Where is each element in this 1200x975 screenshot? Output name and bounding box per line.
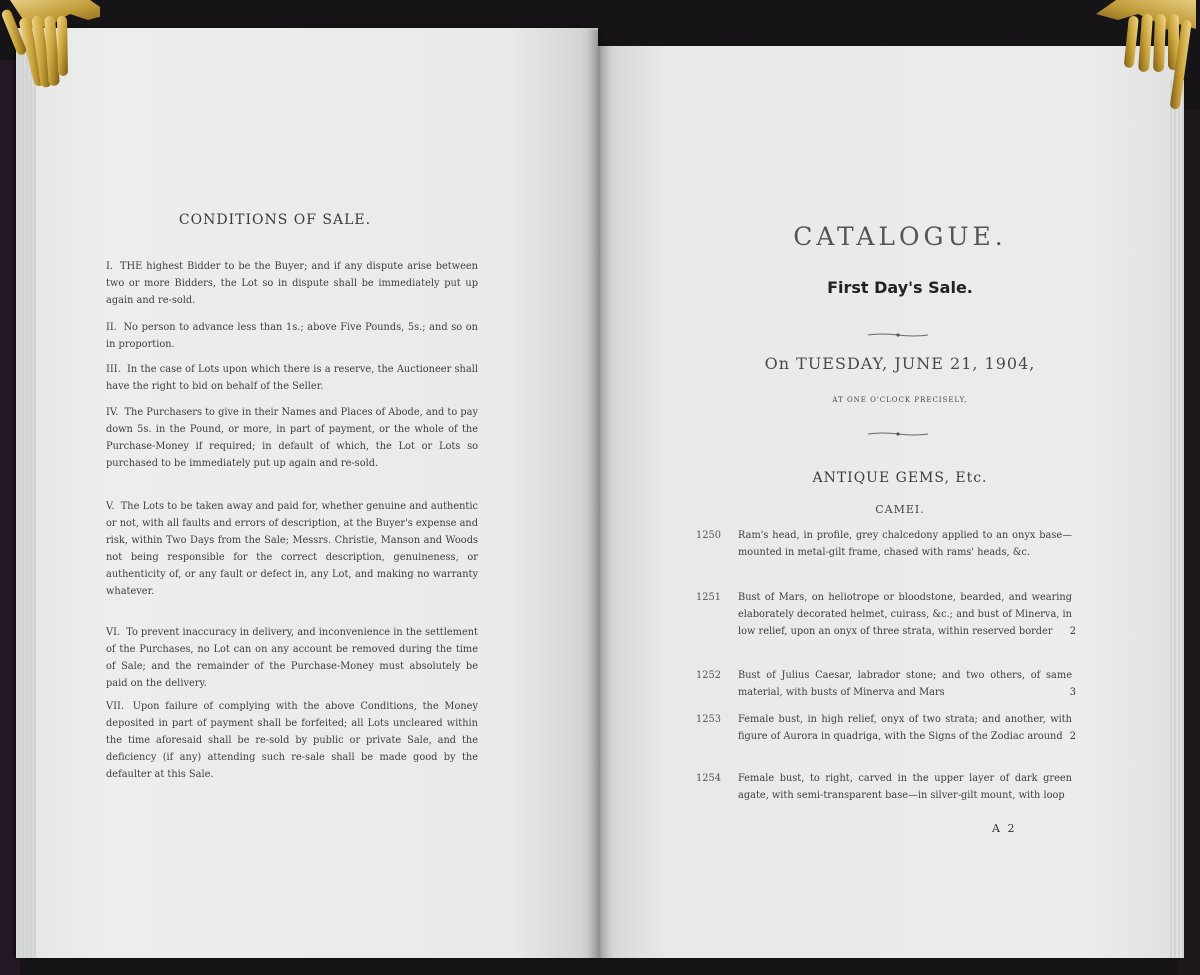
condition-number: III.	[106, 364, 121, 375]
book-gutter	[588, 30, 610, 958]
lot-entry	[696, 712, 1080, 746]
lot-number: 1250	[696, 530, 721, 541]
lot-entry	[696, 590, 1080, 640]
lot-description: Bust of Mars, on heliotrope or bloodstone, bearded, and wearing elaborately decorated helmet, cuirass, &c.; and bust of Minerva, in low relief, upon an onyx of three strata, within reserved border	[738, 592, 1072, 637]
condition-text: Upon failure of complying with the above Conditions, the Money deposited in part of payment shall be forfeited; all Lots uncleared within the time aforesaid shall be re-sold by public or private Sale, and the deficiency (if any) attending such re-sale shall be made good by the defaulter at this Sale.	[106, 701, 478, 780]
condition-text: The Lots to be taken away and paid for, whether genuine and authentic or not, with all faults and errors of description, at the Buyer's expense and risk, within Two Days from the Sale; Messrs. Christie, Manson and Woods not being responsible for the correct description, genuineness, or authenticity of, or any fault or defect in, any Lot, and making no warranty whatever.	[106, 501, 478, 597]
condition-item	[106, 699, 478, 784]
catalogue-title: CATALOGUE.	[793, 222, 1007, 251]
lot-number: 1251	[696, 592, 721, 603]
condition-item	[106, 625, 478, 693]
lot-entry	[696, 668, 1080, 702]
lot-number: 1252	[696, 670, 721, 681]
section-heading: ANTIQUE GEMS, Etc.	[812, 470, 988, 486]
condition-item	[106, 499, 478, 600]
lot-count: 2	[1069, 730, 1076, 742]
right-page	[598, 46, 1176, 958]
lot-description: Female bust, in high relief, onyx of two strata; and another, with figure of Aurora in quadriga, with the Signs of the Zodiac around	[738, 714, 1072, 742]
conditions-heading: CONDITIONS OF SALE.	[178, 212, 372, 228]
condition-number: V.	[106, 501, 115, 512]
signature-mark: A 2	[992, 822, 1017, 835]
condition-text: To prevent inaccuracy in delivery, and inconvenience in the settlement of the Purchases, no Lot can on any account be removed during the time of Sale; and the remainder of the Purchase-Money must absolutely be paid on the delivery.	[106, 627, 478, 689]
lot-description: Female bust, to right, carved in the upper layer of dark green agate, with semi-transparent base—in silver-gilt mount, with loop	[738, 773, 1072, 801]
condition-item	[106, 259, 478, 310]
condition-text: In the case of Lots upon which there is a reserve, the Auctioneer shall have the right to bid on behalf of the Seller.	[106, 364, 478, 392]
lot-count: 3	[1069, 686, 1076, 698]
lot-description: Ram's head, in profile, grey chalcedony applied to an onyx base—mounted in metal-gilt frame, chased with rams' heads, &c.	[738, 530, 1072, 558]
condition-item	[106, 405, 478, 473]
sale-day-subtitle: First Day's Sale.	[827, 278, 973, 297]
left-page	[16, 28, 598, 958]
condition-item	[106, 320, 478, 354]
condition-number: II.	[106, 322, 117, 333]
condition-text: No person to advance less than 1s.; above Five Pounds, 5s.; and so on in proportion.	[106, 322, 478, 350]
brass-hand-clip-right-icon	[1096, 0, 1196, 110]
right-page-edges	[1168, 80, 1184, 958]
lot-entry	[696, 771, 1080, 805]
brass-hand-clip-left-icon	[0, 0, 100, 110]
sale-time: AT ONE O'CLOCK PRECISELY,	[832, 396, 968, 404]
condition-number: VI.	[106, 627, 121, 638]
subsection-heading: CAMEI.	[875, 503, 925, 516]
ornamental-rule-icon	[866, 431, 930, 437]
condition-number: IV.	[106, 407, 119, 418]
sale-date: On TUESDAY, JUNE 21, 1904,	[764, 354, 1036, 373]
lot-entry	[696, 528, 1080, 562]
lot-number: 1254	[696, 773, 721, 784]
lot-count: 2	[1069, 625, 1076, 637]
condition-number: VII.	[106, 701, 124, 712]
condition-item	[106, 362, 478, 396]
left-page-edges	[16, 28, 36, 958]
condition-number: I.	[106, 261, 113, 272]
lot-number: 1253	[696, 714, 721, 725]
condition-text: The Purchasers to give in their Names and Places of Abode, and to pay down 5s. in the Pound, or more, in part of payment, or the whole of the Purchase-Money if required; in default of which, the Lot or Lots so purchased to be immediately put up again and re-sold.	[106, 407, 478, 469]
ornamental-rule-icon	[866, 332, 930, 338]
lot-description: Bust of Julius Caesar, labrador stone; and two others, of same material, with busts of Minerva and Mars	[738, 670, 1072, 698]
condition-text: THE highest Bidder to be the Buyer; and if any dispute arise between two or more Bidders, the Lot so in dispute shall be immediately put up again and re-sold.	[106, 261, 478, 306]
